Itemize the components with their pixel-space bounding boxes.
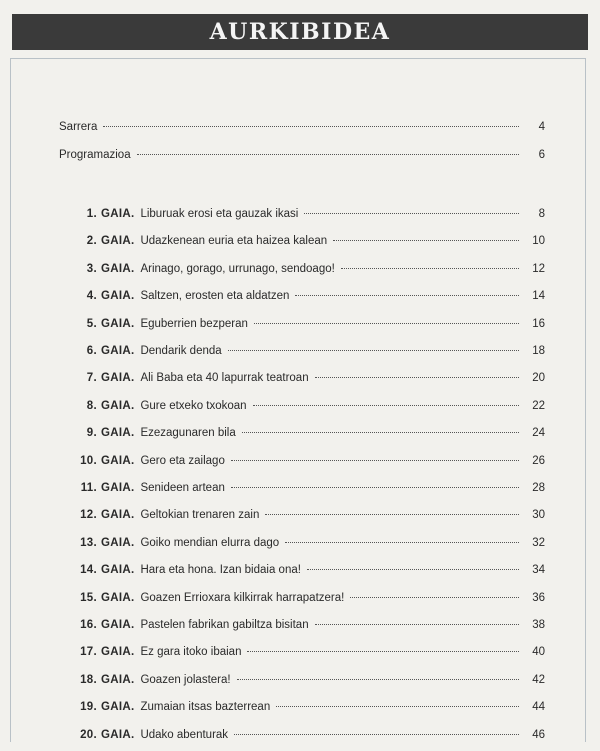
chapter-number: 3. xyxy=(86,262,97,275)
chapter-title: Eguberrien bezperan xyxy=(140,317,248,330)
toc-entry xyxy=(61,345,545,367)
chapter-number: 11. xyxy=(80,482,97,494)
chapter-title: Saltzen, erosten eta aldatzen xyxy=(140,290,290,303)
entry-page: 42 xyxy=(532,673,545,686)
chapter-number: 2. xyxy=(86,235,97,248)
chapter-title: Geltokian trenaren zain xyxy=(140,509,260,522)
entry-page: 18 xyxy=(532,345,545,357)
chapter-label: GAIA. xyxy=(101,235,135,248)
toc-entry xyxy=(59,149,545,171)
chapter-label: GAIA. xyxy=(101,399,135,412)
entry-page: 6 xyxy=(538,149,545,161)
chapter-label: GAIA. xyxy=(101,290,135,303)
chapter-label: GAIA. xyxy=(101,564,135,577)
chapter-label: GAIA. xyxy=(101,701,135,714)
chapter-number: 17. xyxy=(80,646,97,659)
chapter-label: GAIA. xyxy=(101,345,135,357)
dot-leader xyxy=(228,350,519,351)
entry-page: 40 xyxy=(532,646,545,659)
entry-page: 26 xyxy=(532,454,545,467)
toc-entry xyxy=(59,121,545,143)
chapter-title: Zumaian itsas bazterrean xyxy=(140,701,271,714)
toc-entry xyxy=(61,400,545,422)
chapter-number: 18. xyxy=(80,673,97,686)
dot-leader xyxy=(285,542,519,543)
chapter-title: Senideen artean xyxy=(140,482,225,494)
chapter-title: Goiko mendian elurra dago xyxy=(140,536,280,549)
dot-leader xyxy=(231,460,519,461)
entry-page: 34 xyxy=(532,564,545,577)
chapter-label: GAIA. xyxy=(101,536,135,549)
toc-entry xyxy=(61,372,545,394)
dot-leader xyxy=(315,624,519,625)
chapter-number: 6. xyxy=(86,345,97,357)
chapter-number: 16. xyxy=(80,619,97,631)
chapter-label: GAIA. xyxy=(101,591,135,604)
chapter-title: Gure etxeko txokoan xyxy=(140,399,247,412)
entry-page: 46 xyxy=(532,728,545,741)
entry-page: 28 xyxy=(532,482,545,494)
chapter-number: 20. xyxy=(80,728,97,741)
dot-leader xyxy=(103,126,519,127)
chapter-number: 4. xyxy=(86,290,97,303)
dot-leader xyxy=(307,569,519,570)
chapter-title: Arinago, gorago, urrunago, sendoago! xyxy=(140,262,335,275)
chapter-title: Goazen Errioxara kilkirrak harrapatzera! xyxy=(140,591,345,604)
chapter-label: GAIA. xyxy=(101,482,135,494)
dot-leader xyxy=(315,377,519,378)
chapter-label: GAIA. xyxy=(101,646,135,659)
dot-leader xyxy=(231,487,519,488)
toc-entry xyxy=(61,701,545,723)
toc-entry xyxy=(61,427,545,449)
chapter-label: GAIA. xyxy=(101,372,135,385)
dot-leader xyxy=(237,679,519,680)
entry-page: 44 xyxy=(532,701,545,714)
toc-entry xyxy=(61,674,545,696)
chapter-title: Udako abenturak xyxy=(140,728,229,741)
entry-page: 8 xyxy=(538,208,545,220)
toc-entry xyxy=(61,235,545,257)
chapter-label: GAIA. xyxy=(101,673,135,686)
entry-page: 10 xyxy=(532,235,545,248)
dot-leader xyxy=(137,154,519,155)
dot-leader xyxy=(253,405,519,406)
entry-page: 20 xyxy=(532,372,545,385)
chapter-title: Udazkenean euria eta haizea kalean xyxy=(140,235,328,248)
entry-page: 32 xyxy=(532,536,545,549)
chapter-number: 12. xyxy=(80,509,97,522)
chapter-number: 15. xyxy=(80,591,97,604)
dot-leader xyxy=(276,706,519,707)
chapter-label: GAIA. xyxy=(101,208,135,220)
dot-leader xyxy=(265,514,519,515)
toc-entry xyxy=(61,208,545,230)
toc-entry xyxy=(61,509,545,531)
toc-entry xyxy=(61,290,545,312)
chapter-label: GAIA. xyxy=(101,317,135,330)
entry-page: 30 xyxy=(532,509,545,522)
toc-entry xyxy=(61,729,545,751)
chapter-title: Goazen jolastera! xyxy=(140,673,231,686)
chapter-label: GAIA. xyxy=(101,509,135,522)
toc-panel xyxy=(10,58,586,742)
dot-leader xyxy=(247,651,519,652)
dot-leader xyxy=(242,432,519,433)
dot-leader xyxy=(254,323,519,324)
dot-leader xyxy=(333,240,519,241)
entry-title: Programazioa xyxy=(59,149,131,161)
chapter-title: Ezezagunaren bila xyxy=(140,427,236,440)
toc-entry xyxy=(61,455,545,477)
toc-entry xyxy=(61,482,545,504)
chapter-label: GAIA. xyxy=(101,427,135,440)
dot-leader xyxy=(341,268,519,269)
entry-page: 16 xyxy=(532,317,545,330)
page-title: AURKIBIDEA xyxy=(209,19,391,45)
chapter-title: Ez gara itoko ibaian xyxy=(140,646,242,659)
dot-leader xyxy=(350,597,519,598)
chapter-number: 1. xyxy=(86,208,97,220)
chapter-title: Gero eta zailago xyxy=(140,454,225,467)
chapter-number: 9. xyxy=(86,427,97,440)
chapter-title: Dendarik denda xyxy=(140,345,222,357)
chapter-label: GAIA. xyxy=(101,262,135,275)
chapter-label: GAIA. xyxy=(101,619,135,631)
toc-entry xyxy=(61,537,545,559)
entry-page: 24 xyxy=(532,427,545,440)
entry-page: 12 xyxy=(532,262,545,275)
chapter-title: Liburuak erosi eta gauzak ikasi xyxy=(140,208,299,220)
chapter-number: 8. xyxy=(86,399,97,412)
chapter-number: 19. xyxy=(80,701,97,714)
entry-page: 4 xyxy=(538,121,545,133)
entry-page: 38 xyxy=(532,619,545,631)
toc-entry xyxy=(61,646,545,668)
entry-page: 14 xyxy=(532,290,545,303)
chapter-number: 7. xyxy=(86,372,97,385)
toc-entry xyxy=(61,318,545,340)
page-header xyxy=(12,14,588,50)
entry-page: 22 xyxy=(532,399,545,412)
chapter-number: 14. xyxy=(80,564,97,577)
chapter-number: 5. xyxy=(86,317,97,330)
dot-leader xyxy=(234,734,519,735)
chapter-label: GAIA. xyxy=(101,728,135,741)
chapter-title: Pastelen fabrikan gabiltza bisitan xyxy=(140,619,309,631)
entry-title: Sarrera xyxy=(59,121,98,133)
toc-entry xyxy=(61,619,545,641)
chapter-title: Ali Baba eta 40 lapurrak teatroan xyxy=(140,372,309,385)
entry-page: 36 xyxy=(532,591,545,604)
chapter-number: 10. xyxy=(80,454,97,467)
chapter-label: GAIA. xyxy=(101,454,135,467)
toc-entry xyxy=(61,564,545,586)
toc-entry xyxy=(61,592,545,614)
dot-leader xyxy=(295,295,519,296)
toc-entry xyxy=(61,263,545,285)
dot-leader xyxy=(304,213,519,214)
chapter-title: Hara eta hona. Izan bidaia ona! xyxy=(140,564,301,577)
chapter-number: 13. xyxy=(80,536,97,549)
